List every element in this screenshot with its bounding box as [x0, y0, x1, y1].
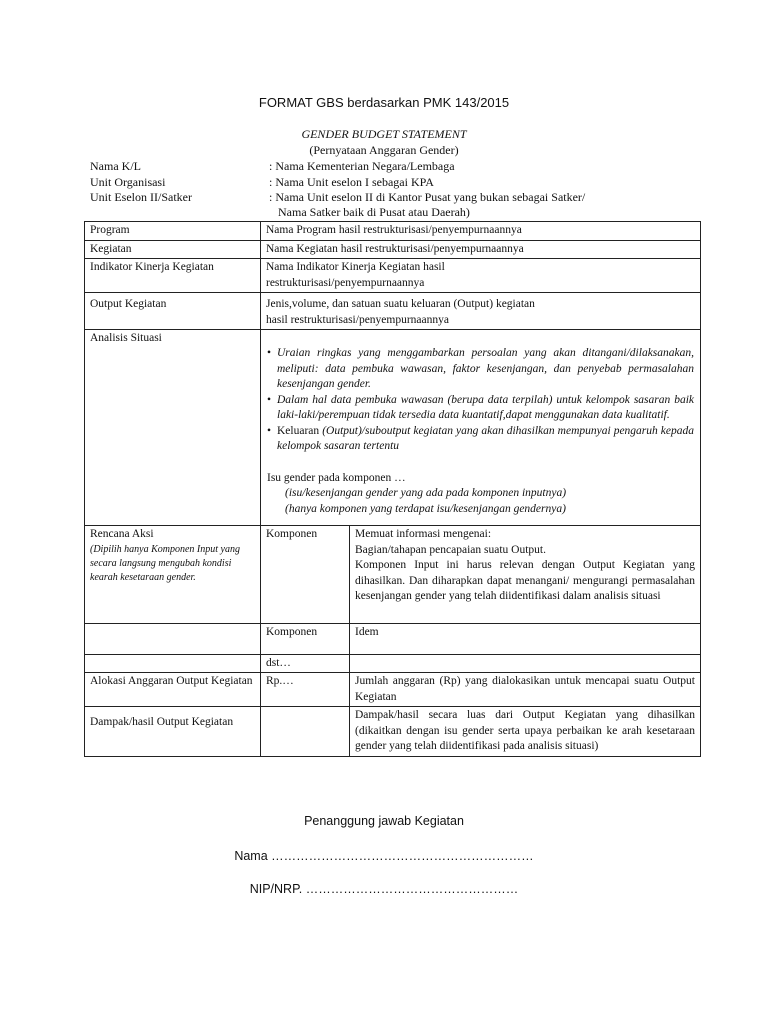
document-title: FORMAT GBS berdasarkan PMK 143/2015 — [258, 95, 510, 110]
rencana-aksi-note: (Dipilih hanya Komponen Input yang secara langsung mengubah kondisi kearah kesetaraan gender. — [90, 543, 240, 583]
empty-cell — [261, 707, 350, 757]
row-label: Kegiatan — [85, 240, 261, 259]
document-subtitle: GENDER BUDGET STATEMENT — [301, 127, 467, 141]
row-label: Program — [85, 222, 261, 241]
isu-gender-heading: Isu gender pada komponen … — [267, 471, 406, 484]
row-label: Dampak/hasil Output Kegiatan — [85, 707, 261, 757]
table-row-rencana-aksi — [85, 526, 701, 624]
alokasi-description: Jumlah anggaran (Rp) yang dialokasikan untuk mencapai suatu Output Kegiatan — [350, 673, 701, 707]
bullet-item — [267, 424, 694, 455]
field-value-unit-organisasi: : Nama Unit eselon I sebagai KPA — [269, 175, 434, 189]
row-value — [261, 259, 701, 293]
field-label-unit-eselon: Unit Eselon II/Satker — [90, 190, 192, 204]
isu-gender-note: (hanya komponen yang terdapat isu/kesenjangan gendernya) — [285, 502, 566, 515]
bullet-text: (Output)/suboutput kegiatan yang akan dihasilkan mempunyai pengaruh kepada kelompok sasaran tertentu — [277, 424, 694, 452]
responsible-name: Nama ……………………………………………………… — [234, 849, 534, 863]
bullet-item: • Dalam hal data pembuka wawasan (berupa data terpilah) untuk kelompok sasaran baik laki-laki/perempuan tidak tersedia data kuantatif,dapat menggunakan data kualitatif. — [267, 393, 694, 424]
isu-gender-note: (isu/kesenjangan gender yang ada pada komponen inputnya) — [285, 487, 567, 499]
komponen-label: Komponen — [261, 623, 350, 654]
desc-line: Bagian/tahapan pencapaian suatu Output. — [355, 543, 546, 556]
responsible-title: Penanggung jawab Kegiatan — [304, 814, 464, 828]
field-label-unit-organisasi: Unit Organisasi — [90, 175, 166, 189]
row-label — [85, 526, 261, 624]
komponen-label: Komponen — [261, 526, 350, 624]
document-subtitle-translation: (Pernyataan Anggaran Gender) — [309, 143, 459, 157]
row-label: Indikator Kinerja Kegiatan — [85, 259, 261, 293]
desc-line: Memuat informasi mengenai: — [355, 528, 492, 540]
desc-paragraph: Komponen Input ini harus relevan dengan Output Kegiatan yang dihasilkan. Dan diharapkan dapat menangani/ mengurangi permasalahan kesenjangan gender yang telah diidentifikasi dalam analisis situasi — [355, 559, 695, 602]
komponen-description — [350, 526, 701, 624]
row-label: Alokasi Anggaran Output Kegiatan — [85, 673, 261, 707]
field-value-unit-eselon: : Nama Unit eselon II di Kantor Pusat yang bukan sebagai Satker/ — [269, 190, 586, 204]
indikator-line-1: Nama Indikator Kinerja Kegiatan hasil — [266, 261, 445, 273]
dampak-description: Dampak/hasil secara luas dari Output Kegiatan yang dihasilkan (dikaitkan dengan isu gender serta upaya perbaikan ke arah kesetaraan gender yang telah diidentifikasi pada analisis situasi) — [350, 707, 701, 757]
row-value: Nama Program hasil restrukturisasi/penyempurnaannya — [261, 222, 701, 241]
table-row-indikator — [85, 259, 701, 293]
row-value — [261, 330, 701, 526]
output-line-1: Jenis,volume, dan satuan suatu keluaran (Output) kegiatan — [266, 298, 535, 310]
row-label: Analisis Situasi — [85, 330, 261, 526]
responsible-nip: NIP/NRP. …………………………………………… — [249, 882, 519, 896]
table-row-dampak — [85, 707, 701, 757]
row-value: Nama Kegiatan hasil restrukturisasi/penyempurnaannya — [261, 240, 701, 259]
bullet-item: • Uraian ringkas yang menggambarkan persoalan yang akan ditangani/dilaksanakan, meliputi: data pembuka wawasan, faktor kesenjangan, dan penyebab permasalahan kesenjangan gender. — [267, 346, 694, 393]
empty-cell — [350, 654, 701, 673]
table-row-dst — [85, 654, 701, 673]
empty-cell — [85, 623, 261, 654]
rencana-aksi-label: Rencana Aksi — [90, 528, 154, 540]
dst-cell: dst… — [261, 654, 350, 673]
row-value — [261, 293, 701, 330]
field-value-nama-kl: : Nama Kementerian Negara/Lembaga — [269, 159, 455, 173]
table-row-program — [85, 222, 701, 241]
table-row-output — [85, 293, 701, 330]
indikator-line-2: restrukturisasi/penyempurnaannya — [266, 276, 425, 289]
table-row-komponen-2 — [85, 623, 701, 654]
table-row-analisis — [85, 330, 701, 526]
row-label: Output Kegiatan — [85, 293, 261, 330]
bullet-prefix: Keluaran — [277, 424, 320, 437]
rp-cell: Rp.… — [261, 673, 350, 707]
field-value-unit-eselon-continuation: Nama Satker baik di Pusat atau Daerah) — [278, 205, 470, 219]
table-row-alokasi — [85, 673, 701, 707]
field-label-nama-kl: Nama K/L — [90, 159, 141, 173]
idem-cell: Idem — [350, 623, 701, 654]
empty-cell — [85, 654, 261, 673]
output-line-2: hasil restrukturisasi/penyempurnaannya — [266, 313, 449, 326]
gbs-table — [84, 221, 701, 757]
table-row-kegiatan — [85, 240, 701, 259]
